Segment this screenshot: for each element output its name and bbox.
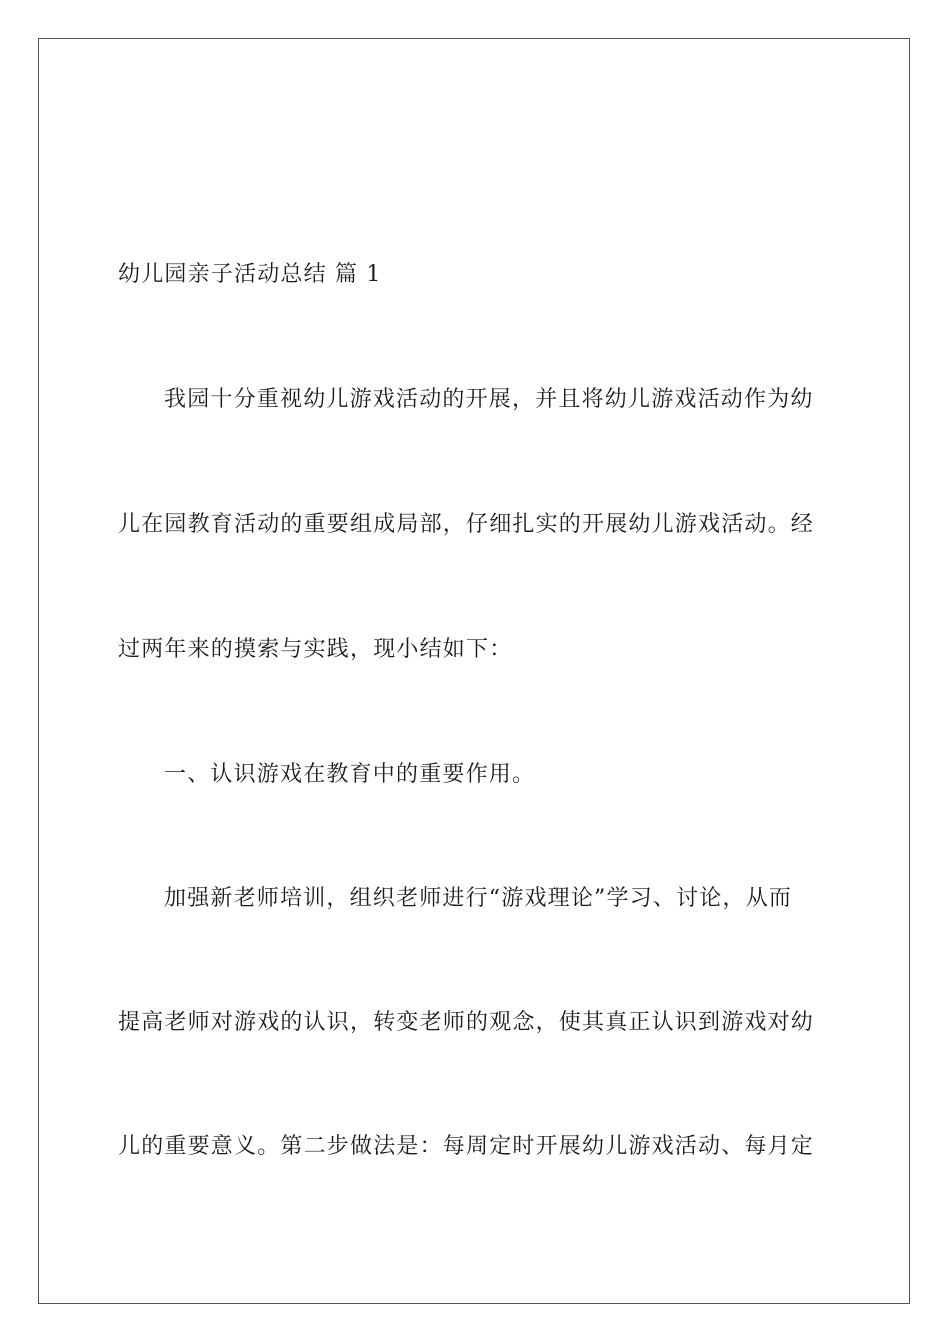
paragraph-line-3: 过两年来的摸索与实践，现小结如下： — [118, 637, 513, 662]
paragraph-line-5: 提高老师对游戏的认识，转变老师的观念，使其真正认识到游戏对幼 — [118, 1010, 815, 1035]
page-border — [38, 38, 910, 1304]
section-heading: 一、认识游戏在教育中的重要作用。 — [164, 762, 536, 787]
paragraph-line-6: 儿的重要意义。第二步做法是：每周定时开展幼儿游戏活动、每月定 — [118, 1134, 815, 1159]
paragraph-line-2: 儿在园教育活动的重要组成局部，仔细扎实的开展幼儿游戏活动。经 — [118, 512, 815, 537]
paragraph-line-4: 加强新老师培训，组织老师进行“游戏理论”学习、讨论，从而 — [164, 886, 793, 911]
paragraph-line-1: 我园十分重视幼儿游戏活动的开展，并且将幼儿游戏活动作为幼 — [164, 387, 814, 412]
document-title: 幼儿园亲子活动总结 篇 1 — [118, 262, 382, 287]
